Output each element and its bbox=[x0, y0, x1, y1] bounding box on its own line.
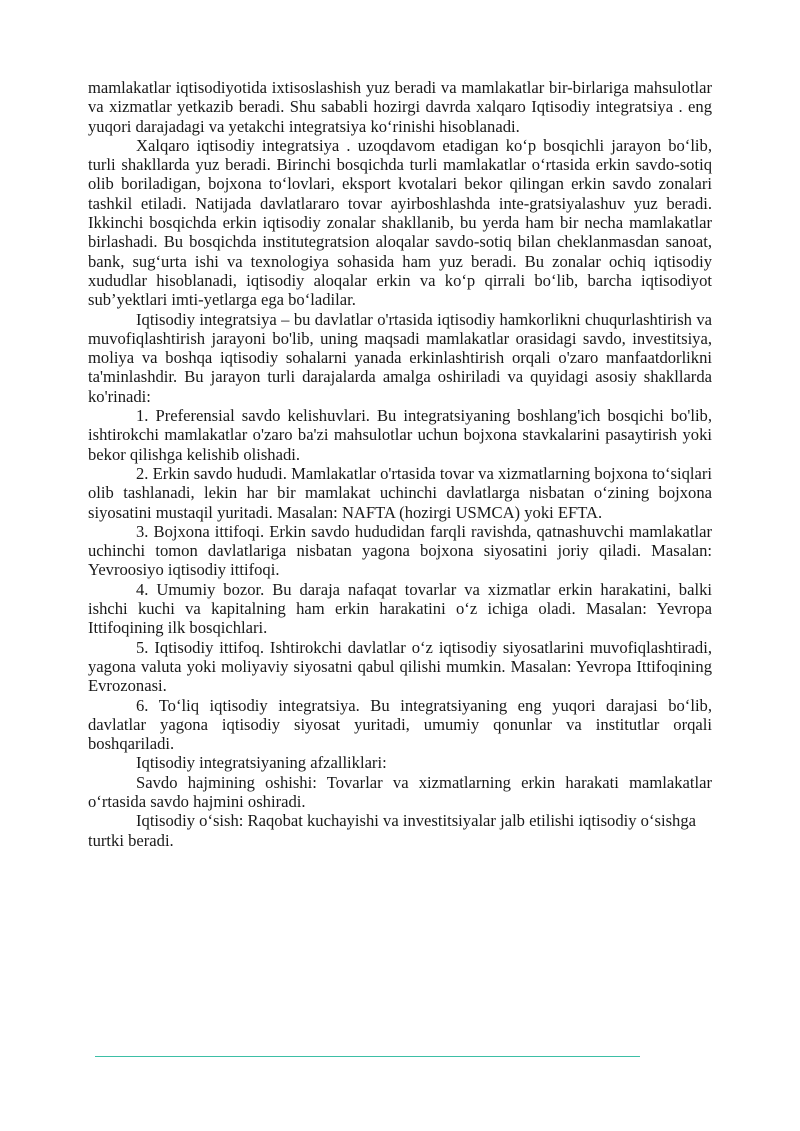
list-item-free-trade-area: 2. Erkin savdo hududi. Mamlakatlar o'rtasida tovar va xizmatlarning bojxona to‘siqlari olib tashlanadi, lekin har bir mamlakat uchinchi davlatlarga nisbatan o‘zining bojxona siyosatini mustaqil yuritadi. Masalan: NAFTA (hozirgi USMCA) yoki EFTA. bbox=[88, 463, 712, 522]
list-item-economic-union: 5. Iqtisodiy ittifoq. Ishtirokchi davlatlar o‘z iqtisodiy siyosatlarini muvofiqlashtiradi, yagona valuta yoki moliyaviy siyosatni qabul qilishi mumkin. Masalan: Yevropa Ittifoqining Evrozonasi. bbox=[88, 637, 712, 696]
list-item-full-integration: 6. To‘liq iqtisodiy integratsiya. Bu integratsiyaning eng yuqori darajasi bo‘lib, davlatlar yagona iqtisodiy siyosat yuritadi, umumiy qonunlar va institutlar orqali boshqariladi. bbox=[88, 695, 712, 754]
list-item-preferential-trade: 1. Preferensial savdo kelishuvlari. Bu integratsiyaning boshlang'ich bosqichi bo'lib, ishtirokchi mamlakatlar o'zaro ba'zi mahsulotlar uchun bojxona stavkalarini pasaytirish yoki bekor qilishga kelishib olishadi. bbox=[88, 406, 712, 464]
advantage-trade-volume: Savdo hajmining oshishi: Tovarlar va xizmatlarning erkin harakati mamlakatlar o‘rtasida savdo hajmini oshiradi. bbox=[88, 772, 712, 811]
advantages-heading: Iqtisodiy integratsiyaning afzalliklari: bbox=[136, 753, 387, 773]
list-item-common-market: 4. Umumiy bozor. Bu daraja nafaqat tovarlar va xizmatlar erkin harakatini, balki ishchi kuchi va kapitalning ham erkin harakatini o‘z ichiga oladi. Masalan: Yevropa Ittifoqining ilk bosqichlari. bbox=[88, 579, 712, 638]
paragraph-integration-definition: Iqtisodiy integratsiya – bu davlatlar o'rtasida iqtisodiy hamkorlikni chuqurlashtirish va muvofiqlashtirish jarayoni bo'lib, uning maqsadi mamlakatlar orasidagi savdo, investitsiya, moliya va boshqa iqtisodiy sohalarni yanada erkinlashtirish orqali o'zaro manfaatdorlikni ta'minlashdir. Bu jarayon turli darajalarda amalga oshiriladi va quyidagi asosiy shakllarda ko'rinadi: bbox=[88, 309, 712, 406]
document-page bbox=[88, 78, 712, 850]
list-item-customs-union: 3. Bojxona ittifoqi. Erkin savdo hududidan farqli ravishda, qatnashuvchi mamlakatlar uchinchi tomon davlatlariga nisbatan yagona bojxona siyosatini joriy qiladi. Masalan: Yevroosiyo iqtisodiy ittifoqi. bbox=[88, 521, 712, 580]
paragraph-integration-stages: Xalqaro iqtisodiy integratsiya . uzoqdavom etadigan ko‘p bosqichli jarayon bo‘lib, turli shakllarda yuz beradi. Birinchi bosqichda turli mamlakatlar o‘rtasida erkin savdo-sotiq olib boriladigan, bojxona to‘lovlari, eksport kvotalari bekor qilingan erkin savdo zonalari tashkil etiladi. Natijada davlatlararo tovar ayirboshlashda inte-gratsiyalashuv yuz beradi. Ikkinchi bosqichda erkin iqtisodiy zonalar shakllanib, bu yerda ham bir necha mamlakatlar birlashadi. Bu bosqichda institutegratsion aloqalar savdo-sotiq bilan cheklanmasdan sanoat, bank, sug‘urta ishi va texnologiya sohasida ham yuz beradi. Bu zonalar ochiq iqtisodiy xududlar hisoblanadi, iqtisodiy aloqalar erkin va ko‘p qirrali bo‘lib, barcha iqtisodiyot sub’yektlari imti-yetlarga ega bo‘ladilar. bbox=[88, 135, 712, 310]
advantage-economic-growth: Iqtisodiy o‘sish: Raqobat kuchayishi va investitsiyalar jalb etilishi iqtisodiy o‘sishga turtki beradi. bbox=[88, 811, 696, 850]
paragraph-continuation: mamlakatlar iqtisodiyotida ixtisoslashish yuz beradi va mamlakatlar bir-birlariga mahsulotlar va xizmatlar yetkazib beradi. Shu sababli hozirgi davrda xalqaro Iqtisodiy integratsiya . eng yuqori darajadagi va yetakchi integratsiya ko‘rinishi hisoblanadi. bbox=[88, 78, 712, 136]
footer-divider bbox=[95, 1056, 640, 1057]
